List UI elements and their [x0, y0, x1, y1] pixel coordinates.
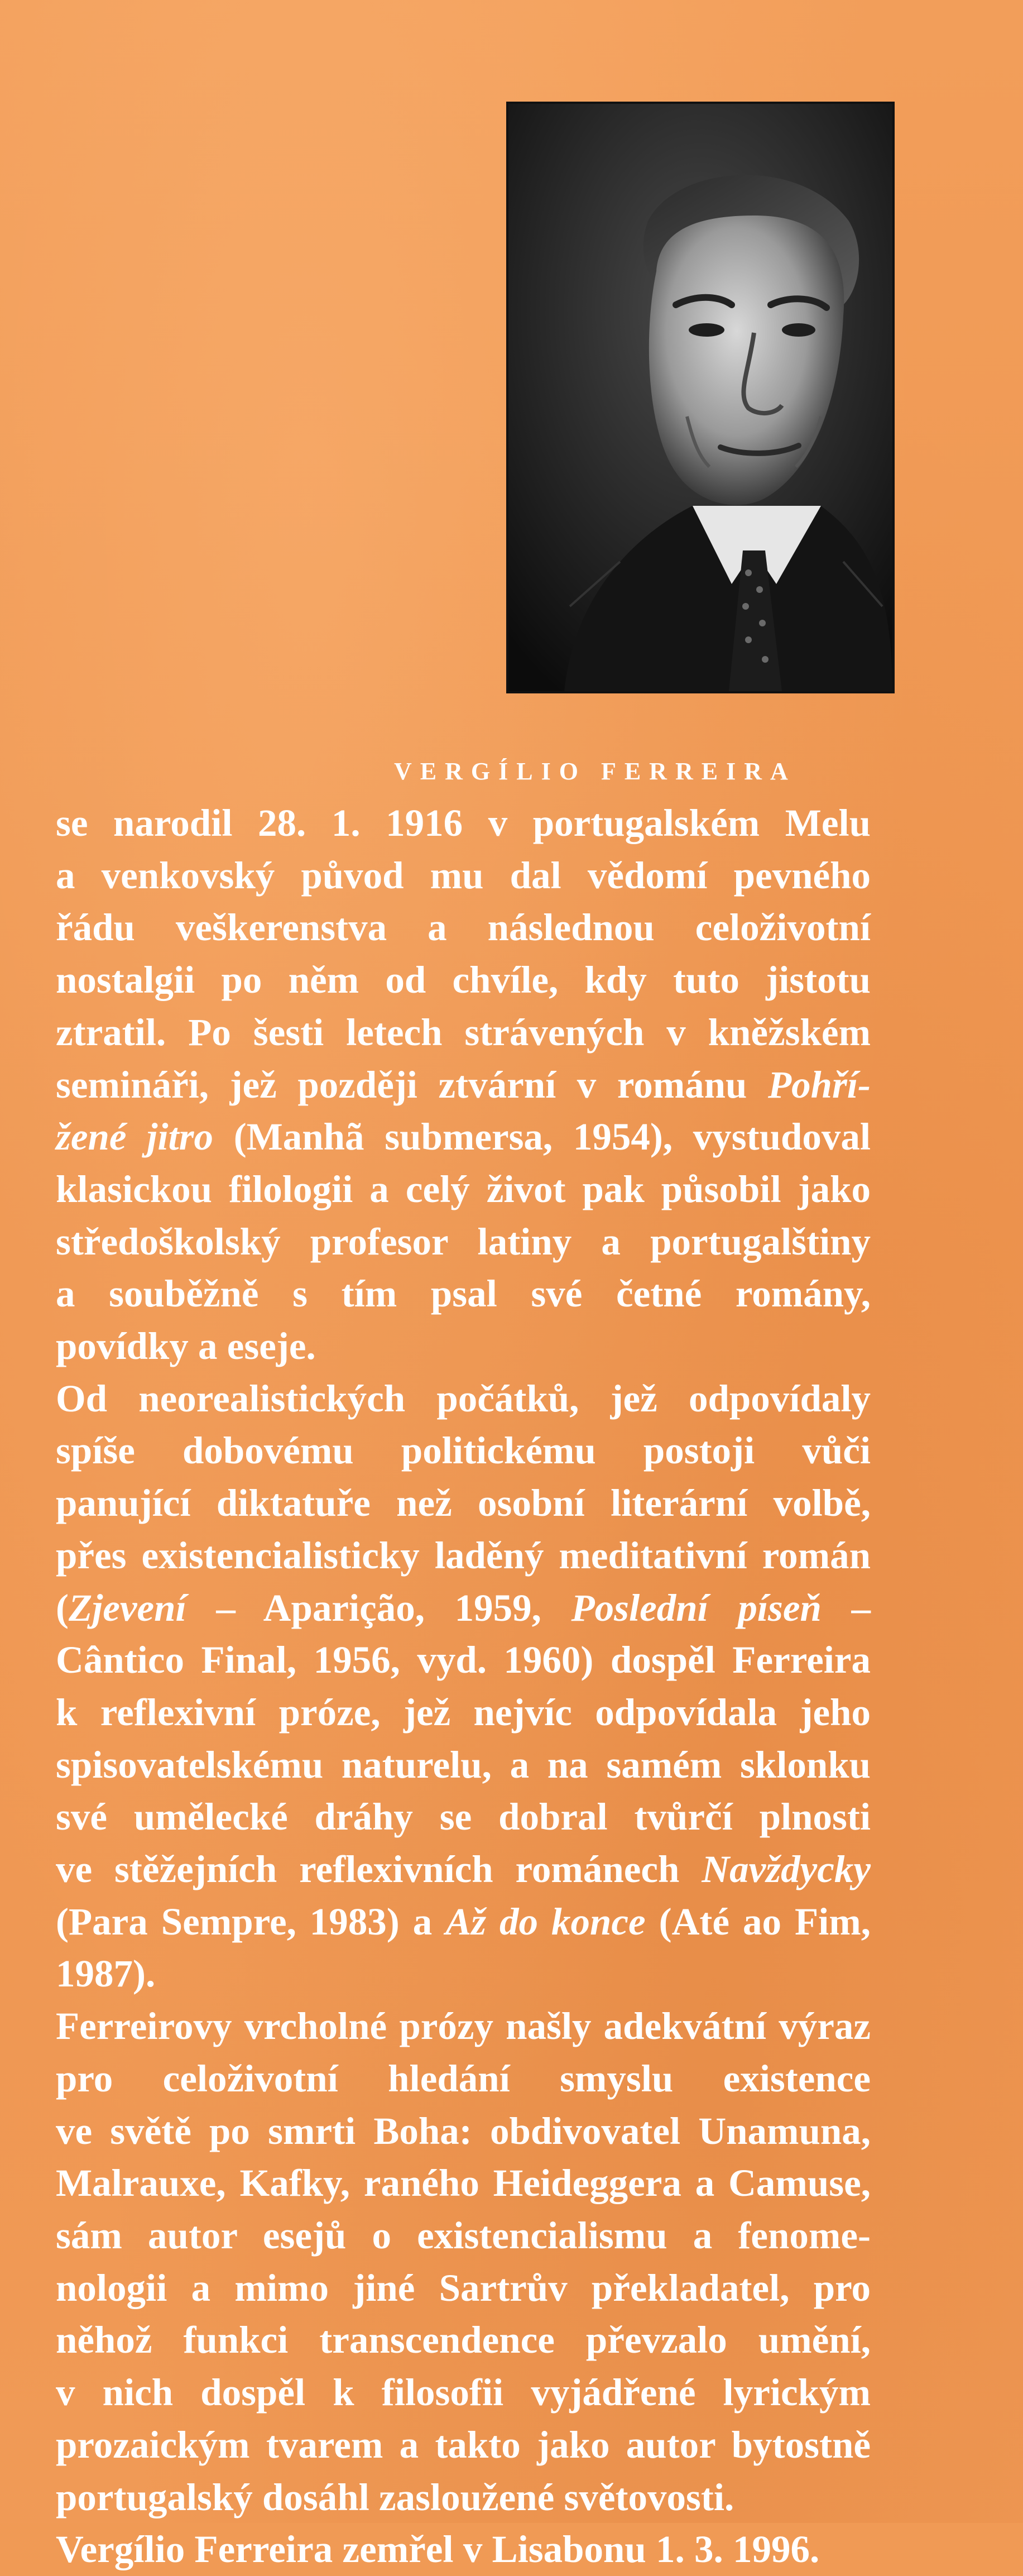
biography-paragraph-1: se narodil 28. 1. 1916 v portugalském Melu a venkovský původ mu dal vědomí pevného řádu veškerenstva a následnou celoživotní nostalgii po něm od chvíle, kdy tuto jistotu ztratil. Po šesti letech strávených v kněžském semináři, jež později ztvární v románu Pohří- žené jitro (Manhã submersa, 1954), vystudoval klasickou filologii a celý život pak působil jako středoškolský profesor latiny a portugalštiny a souběžně s tím psal své četné romány, povídky a eseje. [56, 802, 871, 1368]
left-eye [689, 323, 724, 337]
book-title: žené jitro [56, 1115, 214, 1158]
portrait-image [508, 104, 892, 691]
author-portrait-photo [506, 102, 895, 693]
book-title: Poslední píseň [571, 1586, 822, 1629]
right-eye [782, 323, 815, 337]
book-title: Až do konce [445, 1900, 646, 1943]
author-biography [56, 797, 871, 2576]
biography-paragraph-2: Od neorealistických počátků, jež odpovídaly spíše dobovému politickému postoji vůči panující diktatuře než osobní literární volbě, přes existencialisticky laděný meditativní román (Zjevení – Aparição, 1959, Poslední píseň – Cântico Final, 1956, vyd. 1960) dospěl Ferreira k reflexivní próze, jež nejvíc odpovídala jeho spisovatelskému naturelu, a na samém sklonku své umělecké dráhy se dobral tvůrčí plnosti ve stěžejních reflexivních románech Navždycky (Para Sempre, 1983) a Až do konce (Até ao Fim, 1987). [56, 1377, 871, 1995]
biography-paragraph-4: Vergílio Ferreira zemřel v Lisabonu 1. 3. 1996. [56, 2528, 820, 2571]
book-title: Pohří- [767, 1063, 871, 1106]
book-title: Navždycky [702, 1848, 871, 1891]
biography-paragraph-3: Ferreirovy vrcholné prózy našly adekvátní výraz pro celoživotní hledání smyslu existence ve světě po smrti Boha: obdivovatel Unamuna, Malrauxe, Kafky, raného Heideggera a Camuse, sám autor esejů o existencialismu a fenome- nologii a mimo jiné Sartrův překladatel, pro něhož funkci transcendence převzalo umění, v nich dospěl k filosofii vyjádřené lyrickým prozaickým tvarem a takto jako autor bytostně portugalský dosáhl zasloužené světovosti. [56, 2005, 871, 2518]
book-title: Zjevení [68, 1586, 186, 1629]
author-name-heading: VERGÍLIO FERREIRA [394, 758, 796, 785]
